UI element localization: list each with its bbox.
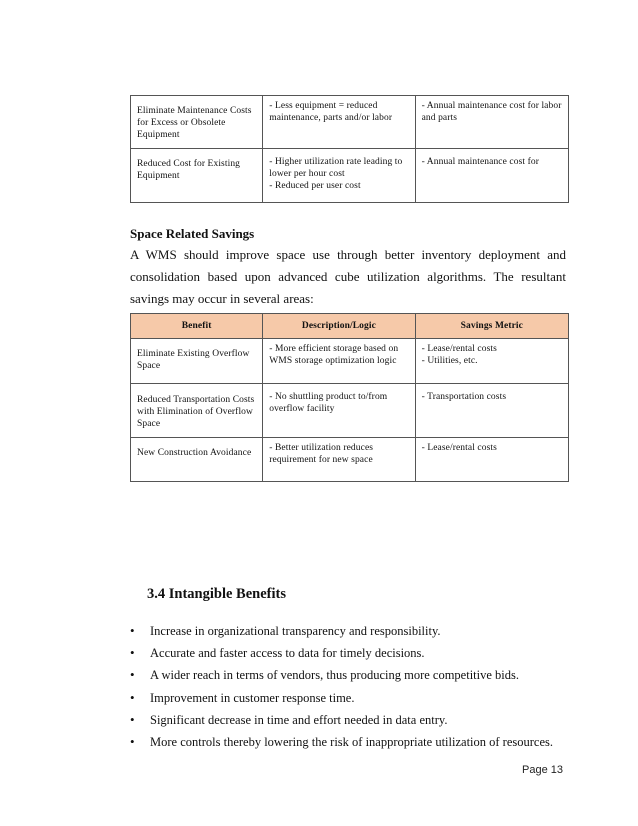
metric-cell: [415, 384, 568, 438]
metric-line: - Annual maintenance cost for: [421, 157, 539, 167]
description-line: - Less equipment = reduced maintenance, parts and/or labor: [269, 101, 393, 123]
benefit-text: Eliminate Existing Overflow Space: [137, 349, 250, 371]
list-item: [130, 731, 553, 753]
benefit-text: New Construction Avoidance: [137, 448, 252, 458]
description-line: - Better utilization reduces requirement for new space: [269, 443, 374, 465]
metric-cell: [415, 339, 568, 384]
benefit-text: Eliminate Maintenance Costs for Excess or Obsolete Equipment: [137, 106, 252, 140]
bullet-icon: •: [130, 734, 135, 750]
intangible-benefits-list: [130, 620, 553, 753]
maintenance-savings-table: [130, 95, 569, 203]
list-item: [130, 664, 553, 686]
table-row: [131, 384, 569, 438]
list-item-text: Significant decrease in time and effort needed in data entry.: [150, 712, 448, 727]
metric-cell: [415, 96, 568, 149]
table-row: [131, 438, 569, 482]
description-line: - Higher utilization rate leading to lower per hour cost: [269, 157, 403, 179]
bullet-icon: •: [130, 623, 135, 638]
description-line: - No shuttling product to/from overflow facility: [269, 392, 388, 414]
bullet-icon: •: [130, 689, 135, 705]
intangible-benefits-heading: 3.4 Intangible Benefits: [147, 586, 286, 602]
space-savings-heading: Space Related Savings: [130, 226, 255, 241]
space-savings-paragraph: A WMS should improve space use through better inventory deployment and consolidation based upon advanced cube utilization algorithms. The resultant savings may occur in several areas:: [130, 247, 566, 306]
description-cell: [263, 96, 415, 149]
table-row: [131, 96, 569, 149]
bullet-icon: •: [130, 667, 135, 683]
table-header-row: [131, 314, 569, 339]
space-savings-table: [130, 313, 569, 482]
benefit-text: Reduced Cost for Existing Equipment: [137, 159, 241, 181]
metric-cell: [415, 438, 568, 482]
table-row: [131, 339, 569, 384]
list-item: [130, 709, 553, 731]
benefit-cell: [131, 384, 263, 438]
list-item-text: More controls thereby lowering the risk of inappropriate utilization of resources.: [150, 735, 554, 750]
benefit-cell: [131, 96, 263, 149]
list-item-text: Improvement in customer response time.: [150, 690, 355, 705]
list-item-text: A wider reach in terms of vendors, thus producing more competitive bids.: [150, 668, 520, 683]
benefit-cell: [131, 339, 263, 384]
page-number: Page 13: [522, 764, 563, 776]
description-line: - Reduced per user cost: [269, 181, 361, 191]
table-row: [131, 149, 569, 203]
metric-line: - Utilities, etc.: [421, 356, 478, 366]
metric-line: - Lease/rental costs: [421, 443, 497, 453]
header-description: Description/Logic: [263, 314, 415, 339]
list-item-text: Accurate and faster access to data for timely decisions.: [150, 646, 425, 661]
benefit-cell: [131, 438, 263, 482]
bullet-icon: •: [130, 645, 135, 661]
description-cell: [263, 438, 415, 482]
list-item-text: Increase in organizational transparency and responsibility.: [150, 624, 441, 638]
description-cell: [263, 149, 415, 203]
metric-cell: [415, 149, 568, 203]
list-item: [130, 687, 553, 709]
benefit-text: Reduced Transportation Costs with Elimination of Overflow Space: [137, 395, 255, 429]
benefit-cell: [131, 149, 263, 203]
bullet-icon: •: [130, 711, 135, 727]
header-metric: Savings Metric: [415, 314, 568, 339]
description-cell: [263, 339, 415, 384]
list-item: [130, 642, 553, 664]
metric-line: - Lease/rental costs: [421, 344, 497, 354]
list-item: [130, 620, 553, 642]
description-line: - More efficient storage based on WMS storage optimization logic: [269, 344, 399, 366]
header-benefit: Benefit: [131, 314, 263, 339]
metric-line: - Transportation costs: [421, 392, 507, 402]
metric-line: - Annual maintenance cost for labor and parts: [421, 101, 562, 123]
description-cell: [263, 384, 415, 438]
